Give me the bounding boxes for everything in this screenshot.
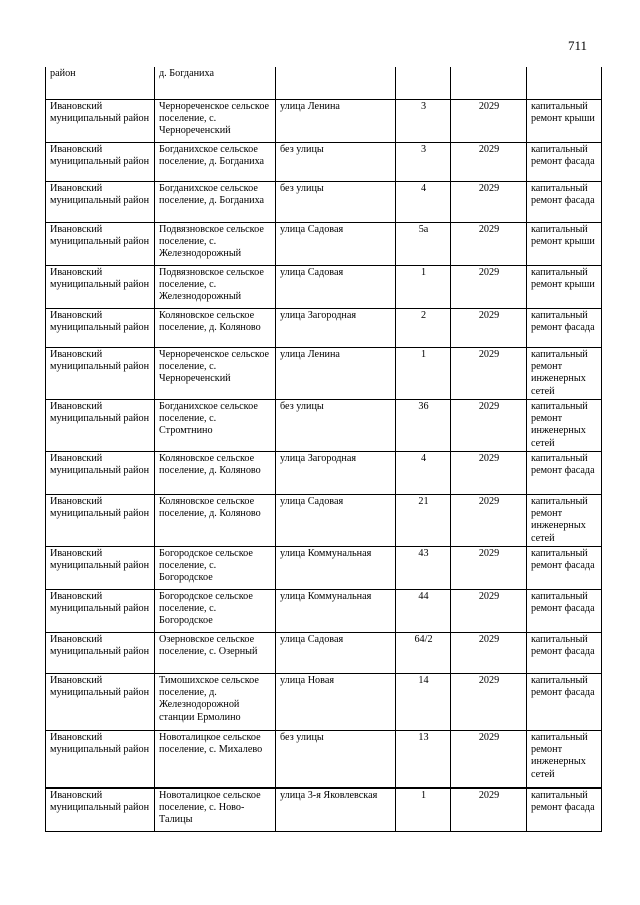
table-row (46, 223, 602, 266)
street-cell: улица Садовая (276, 633, 396, 674)
house-number-cell: 36 (396, 400, 451, 452)
settlement-cell: Богданихское сельское поселение, д. Богданиха (155, 143, 276, 182)
work-type-cell: капитальный ремонт фасада (527, 143, 602, 182)
district-cell: Ивановский муниципальный район (46, 633, 155, 674)
house-number-cell: 44 (396, 590, 451, 633)
district-cell: Ивановский муниципальный район (46, 547, 155, 590)
house-number-cell (396, 67, 451, 100)
street-cell: без улицы (276, 400, 396, 452)
work-type-cell: капитальный ремонт крыши (527, 100, 602, 143)
house-number-cell: 3 (396, 100, 451, 143)
table-row (46, 547, 602, 590)
house-number-cell: 1 (396, 266, 451, 309)
year-cell: 2029 (451, 100, 527, 143)
work-type-cell: капитальный ремонт фасада (527, 674, 602, 731)
settlement-cell: Озерновское сельское поселение, с. Озерный (155, 633, 276, 674)
district-cell: Ивановский муниципальный район (46, 731, 155, 789)
street-cell: улица Садовая (276, 495, 396, 547)
year-cell: 2029 (451, 400, 527, 452)
year-cell: 2029 (451, 674, 527, 731)
work-type-cell: капитальный ремонт инженерных сетей (527, 348, 602, 400)
street-cell: улица 3-я Яковлевская (276, 788, 396, 832)
work-type-cell: капитальный ремонт фасада (527, 547, 602, 590)
district-cell: Ивановский муниципальный район (46, 452, 155, 495)
street-cell: улица Садовая (276, 223, 396, 266)
street-cell: улица Загородная (276, 309, 396, 348)
work-type-cell: капитальный ремонт фасада (527, 309, 602, 348)
work-type-cell: капитальный ремонт инженерных сетей (527, 731, 602, 789)
table-row (46, 633, 602, 674)
street-cell: без улицы (276, 182, 396, 223)
table-row (46, 788, 602, 832)
year-cell: 2029 (451, 590, 527, 633)
house-number-cell: 2 (396, 309, 451, 348)
house-number-cell: 5а (396, 223, 451, 266)
repair-schedule-table (45, 67, 602, 832)
table-row (46, 452, 602, 495)
street-cell: улица Ленина (276, 100, 396, 143)
settlement-cell: Чернореченское сельское поселение, с. Чернореченский (155, 348, 276, 400)
year-cell: 2029 (451, 547, 527, 590)
work-type-cell: капитальный ремонт инженерных сетей (527, 495, 602, 547)
table-row (46, 495, 602, 547)
district-cell: Ивановский муниципальный район (46, 674, 155, 731)
settlement-cell: Богородское сельское поселение, с. Богородское (155, 590, 276, 633)
table-row (46, 590, 602, 633)
street-cell: улица Ленина (276, 348, 396, 400)
house-number-cell: 1 (396, 348, 451, 400)
table-row (46, 674, 602, 731)
street-cell: улица Коммунальная (276, 590, 396, 633)
house-number-cell: 64/2 (396, 633, 451, 674)
settlement-cell: Чернореченское сельское поселение, с. Чернореченский (155, 100, 276, 143)
district-cell: Ивановский муниципальный район (46, 182, 155, 223)
settlement-cell: Богданихское сельское поселение, д. Богданиха (155, 182, 276, 223)
work-type-cell: капитальный ремонт фасада (527, 633, 602, 674)
street-cell: улица Загородная (276, 452, 396, 495)
settlement-cell: Подвязновское сельское поселение, с. Железнодорожный (155, 266, 276, 309)
district-cell: Ивановский муниципальный район (46, 266, 155, 309)
settlement-cell: Новоталицкое сельское поселение, с. Михалево (155, 731, 276, 789)
work-type-cell: капитальный ремонт инженерных сетей (527, 400, 602, 452)
street-cell: без улицы (276, 143, 396, 182)
settlement-cell: Коляновское сельское поселение, д. Колянов​о (155, 309, 276, 348)
house-number-cell: 1 (396, 788, 451, 832)
settlement-cell: Подвязновское сельское поселение, с. Железнодорожный (155, 223, 276, 266)
house-number-cell: 4 (396, 452, 451, 495)
settlement-cell: д. Богданиха (155, 67, 276, 100)
district-cell: Ивановский муниципальный район (46, 590, 155, 633)
street-cell: улица Новая (276, 674, 396, 731)
house-number-cell: 13 (396, 731, 451, 789)
year-cell: 2029 (451, 348, 527, 400)
year-cell: 2029 (451, 182, 527, 223)
work-type-cell: капитальный ремонт фасада (527, 788, 602, 832)
year-cell: 2029 (451, 309, 527, 348)
table-row (46, 309, 602, 348)
district-cell: Ивановский муниципальный район (46, 400, 155, 452)
table-row (46, 100, 602, 143)
work-type-cell: капитальный ремонт крыши (527, 266, 602, 309)
year-cell: 2029 (451, 143, 527, 182)
house-number-cell: 21 (396, 495, 451, 547)
page-number: 711 (567, 38, 587, 53)
house-number-cell: 4 (396, 182, 451, 223)
district-cell: Ивановский муниципальный район (46, 348, 155, 400)
district-cell: Ивановский муниципальный район (46, 100, 155, 143)
settlement-cell: Новоталицкое сельское поселение, с. Ново-Талицы (155, 788, 276, 832)
table-row (46, 67, 602, 100)
district-cell: Ивановский муниципальный район (46, 223, 155, 266)
work-type-cell (527, 67, 602, 100)
house-number-cell: 14 (396, 674, 451, 731)
year-cell: 2029 (451, 223, 527, 266)
table-row (46, 182, 602, 223)
street-cell: улица Коммунальная (276, 547, 396, 590)
settlement-cell: Богданихское сельское поселение, с. Стромтнино (155, 400, 276, 452)
house-number-cell: 3 (396, 143, 451, 182)
year-cell: 2029 (451, 495, 527, 547)
year-cell: 2029 (451, 452, 527, 495)
settlement-cell: Тимошихское сельское поселение, д. Железнодорожной станции Ермолино (155, 674, 276, 731)
district-cell: Ивановский муниципальный район (46, 495, 155, 547)
district-cell: район (46, 67, 155, 100)
year-cell: 2029 (451, 731, 527, 789)
table-row (46, 400, 602, 452)
work-type-cell: капитальный ремонт фасада (527, 182, 602, 223)
year-cell: 2029 (451, 266, 527, 309)
table-row (46, 348, 602, 400)
district-cell: Ивановский муниципальный район (46, 788, 155, 832)
house-number-cell: 43 (396, 547, 451, 590)
table-row (46, 143, 602, 182)
year-cell (451, 67, 527, 100)
work-type-cell: капитальный ремонт крыши (527, 223, 602, 266)
settlement-cell: Коляновское сельское поселение, д. Колянов​о (155, 452, 276, 495)
street-cell (276, 67, 396, 100)
year-cell: 2029 (451, 788, 527, 832)
table-row (46, 731, 602, 789)
work-type-cell: капитальный ремонт фасада (527, 590, 602, 633)
table-row (46, 266, 602, 309)
district-cell: Ивановский муниципальный район (46, 143, 155, 182)
street-cell: улица Садовая (276, 266, 396, 309)
district-cell: Ивановский муниципальный район (46, 309, 155, 348)
settlement-cell: Богородское сельское поселение, с. Богородское (155, 547, 276, 590)
settlement-cell: Коляновское сельское поселение, д. Колянов​о (155, 495, 276, 547)
year-cell: 2029 (451, 633, 527, 674)
street-cell: без улицы (276, 731, 396, 789)
work-type-cell: капитальный ремонт фасада (527, 452, 602, 495)
